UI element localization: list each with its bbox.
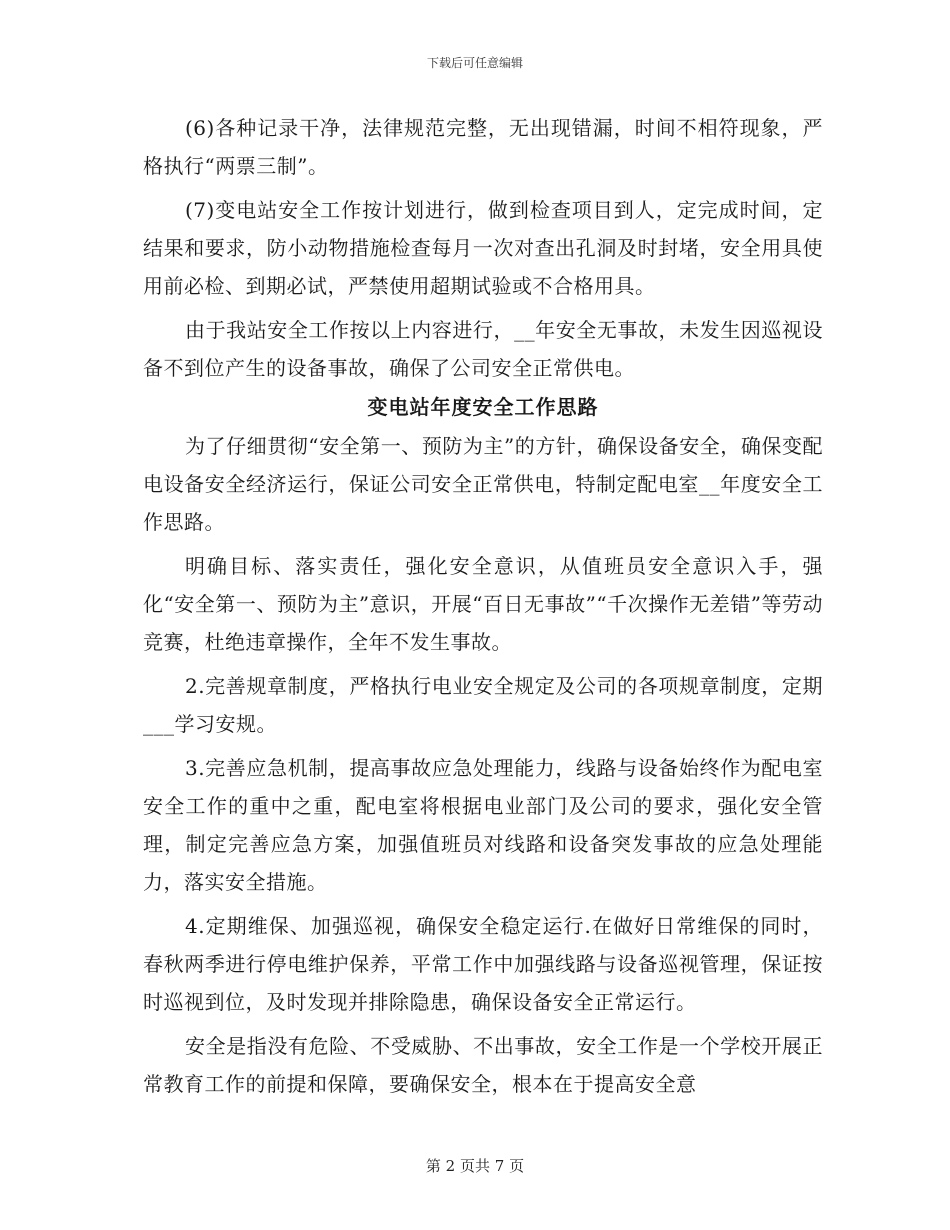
paragraph-point-3: 3.完善应急机制，提高事故应急处理能力，线路与设备始终作为配电室安全工作的重中之重，配电室将根据电业部门及公司的要求，强化安全管理，制定完善应急方案，加强值班员对线路和设备突发事故的应急处理能力，落实安全措施。 xyxy=(143,756,823,894)
paragraph-item-6: (6)各种记录干净，法律规范完整，无出现错漏，时间不相符现象，严格执行“两票三制”。 xyxy=(143,116,823,178)
section-title: 变电站年度安全工作思路 xyxy=(367,395,599,419)
page-header-note: 下载后可任意编辑 xyxy=(426,56,523,70)
paragraph-intro: 为了仔细贯彻“安全第一、预防为主”的方针，确保设备安全，确保变配电设备安全经济运行，保证公司安全正常供电，特制定配电室__年度安全工作思路。 xyxy=(143,434,823,534)
paragraph-safety: 安全是指没有危险、不受威胁、不出事故，安全工作是一个学校开展正常教育工作的前提和保障，要确保安全，根本在于提高安全意 xyxy=(143,1034,823,1096)
paragraph-point-2: 2.完善规章制度，严格执行电业安全规定及公司的各项规章制度，定期___学习安规。 xyxy=(143,674,823,736)
paragraph-item-7: (7)变电站安全工作按计划进行，做到检查项目到人，定完成时间，定结果和要求，防小动物措施检查每月一次对查出孔洞及时封堵，安全用具使用前必检、到期必试，严禁使用超期试验或不合格用具。 xyxy=(143,198,823,298)
paragraph-summary: 由于我站安全工作按以上内容进行，__年安全无事故，未发生因巡视设备不到位产生的设备事故，确保了公司安全正常供电。 xyxy=(143,318,823,380)
document-body xyxy=(143,109,823,1103)
paragraph-point-4: 4.定期维保、加强巡视，确保安全稳定运行.在做好日常维保的同时，春秋两季进行停电维护保养，平常工作中加强线路与设备巡视管理，保证按时巡视到位，及时发现并排除隐患，确保设备安全正常运行。 xyxy=(143,914,823,1014)
paragraph-goal: 明确目标、落实责任，强化安全意识，从值班员安全意识入手，强化“安全第一、预防为主”意识，开展“百日无事故”“千次操作无差错”等劳动竞赛，杜绝违章操作，全年不发生事故。 xyxy=(143,554,823,654)
page-footer-indicator: 第 2 页共 7 页 xyxy=(425,1157,525,1175)
